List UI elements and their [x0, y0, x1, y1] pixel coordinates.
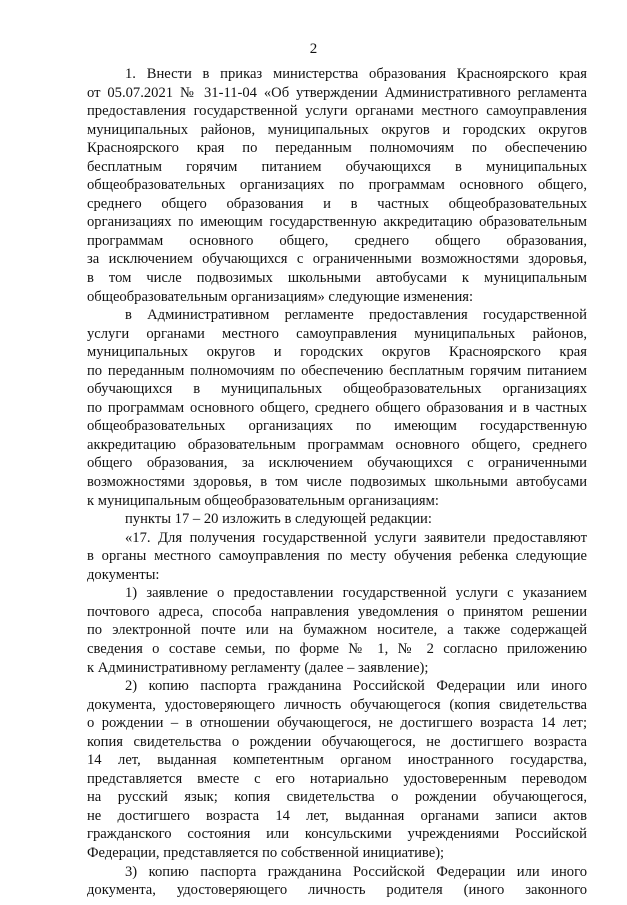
text-line: обучающихся в муниципальных общеобразовательных организациях [87, 381, 587, 398]
text-line: возможностями здоровья, в том числе подвозимых школьными автобусами [87, 474, 587, 491]
text-line: пункты 17 – 20 изложить в следующей редакции: [125, 511, 432, 528]
text-line: гражданского состояния или консульскими учреждениями Российской [87, 826, 587, 843]
text-line: Красноярского края по переданным полномочиям по обеспечению [87, 140, 587, 157]
text-line: 1) заявление о предоставлении государственной услуги с указанием [125, 585, 587, 602]
text-line: общего образования, за исключением обучающихся с ограниченными [87, 455, 587, 472]
text-line: в Административном регламенте предоставления государственной [125, 307, 587, 324]
text-line: Федерации, представляется по собственной инициативе); [87, 844, 445, 861]
text-line: программам основного общего, среднего общего образования, [87, 232, 587, 249]
text-line: аккредитацию образовательным программам основного общего, среднего [87, 436, 587, 453]
text-line: о рождении – в отношении обучающегося, не достигшего возраста 14 лет; [87, 715, 587, 732]
text-line: на русский язык; копия свидетельства о рождении обучающегося, [87, 789, 587, 806]
text-line: в том числе подвозимых школьными автобусами к муниципальным [87, 270, 587, 287]
text-line: «17. Для получения государственной услуги заявители предоставляют [125, 529, 587, 546]
text-line: по электронной почте или на бумажном носителе, а также содержащей [87, 622, 587, 639]
text-line: по программам основного общего, среднего общего образования и в частных [87, 399, 587, 416]
text-line: представляется вместе с его нотариально удостоверенным переводом [87, 770, 587, 787]
text-line: 14 лет, выданная компетентным органом иностранного государства, [87, 752, 587, 769]
text-line: не достигшего возраста 14 лет, выданная органами записи актов [87, 807, 587, 824]
text-line: 1. Внести в приказ министерства образования Красноярского края [125, 66, 587, 82]
text-line: к муниципальным общеобразовательным организациям: [87, 492, 439, 509]
text-line: документа, удостоверяющего личность обучающегося (копия свидетельства [87, 696, 587, 713]
text-line: документы: [87, 566, 160, 583]
text-line: муниципальных районов, муниципальных округов и городских округов [87, 121, 587, 138]
text-line: по переданным полномочиям по обеспечению бесплатным горячим питанием [87, 362, 587, 379]
text-line: почтового адреса, способа направления уведомления о принятом решении [87, 603, 587, 620]
text-line: от 05.07.2021 № 31-11-04 «Об утверждении Административного регламента [87, 84, 587, 101]
text-line: копия свидетельства о рождении обучающегося, не достигшего возраста [87, 733, 587, 750]
text-line: за исключением обучающихся с ограниченными возможностями здоровья, [87, 251, 587, 268]
document-body [87, 65, 587, 900]
text-line: организациях по имеющим государственную аккредитацию образовательным [87, 214, 587, 231]
text-line: общеобразовательным организациям» следующие изменения: [87, 288, 474, 305]
text-line: муниципальных округов и городских округов Красноярского края [87, 344, 587, 361]
text-line: в органы местного самоуправления по месту обучения ребенка следующие [87, 548, 587, 565]
text-line: сведения о составе семьи, по форме № 1, № 2 согласно приложению [87, 640, 587, 657]
text-line: общеобразовательных организациях по имеющим государственную [87, 418, 587, 435]
page-number: 2 [309, 41, 318, 57]
text-line: к Административному регламенту (далее – заявление); [87, 659, 429, 676]
text-line: общеобразовательных организациях по программам основного общего, [87, 177, 587, 194]
text-line: предоставления государственной услуги органами местного самоуправления [87, 103, 587, 120]
text-line: 2) копию паспорта гражданина Российской Федерации или иного [125, 678, 587, 695]
text-line: 3) копию паспорта гражданина Российской Федерации или иного [125, 863, 587, 880]
text-line: услуги органами местного самоуправления муниципальных районов, [87, 325, 587, 342]
text-line: документа, удостоверяющего личность родителя (иного законного [87, 882, 587, 899]
text-line: среднего общего образования и в частных общеобразовательных [87, 195, 587, 212]
text-line: бесплатным горячим питанием обучающихся в муниципальных [87, 158, 587, 175]
